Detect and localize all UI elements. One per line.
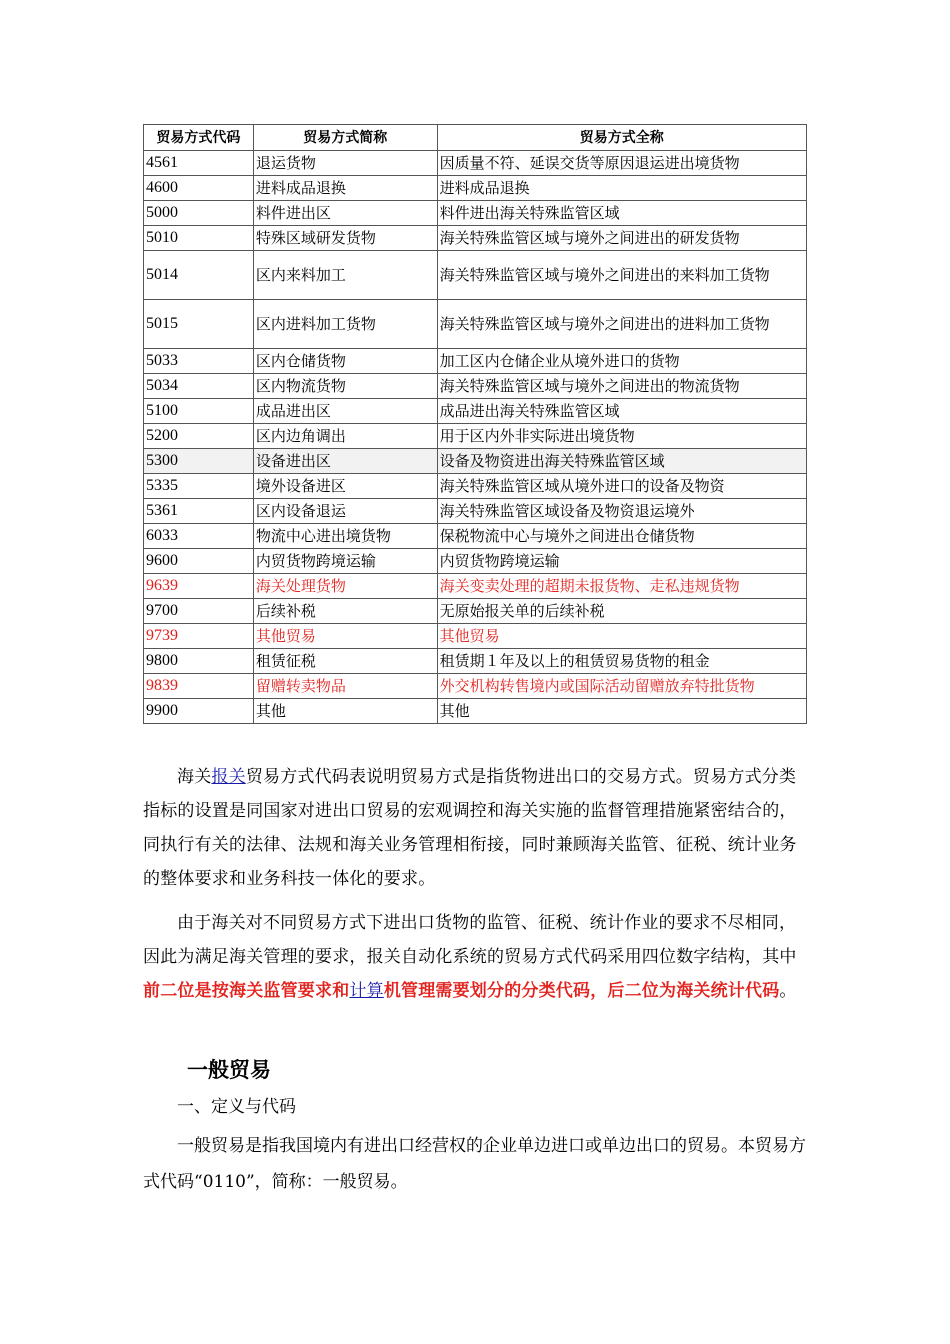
table-row xyxy=(144,424,807,449)
cell-short-name: 退运货物 xyxy=(253,151,437,176)
cell-short-name: 特殊区域研发货物 xyxy=(253,226,437,251)
table-row xyxy=(144,549,807,574)
cell-code: 5200 xyxy=(144,424,254,449)
trade-mode-code-table xyxy=(143,124,807,724)
cell-full-name: 租赁期１年及以上的租赁贸易货物的租金 xyxy=(437,649,806,674)
header-full-name: 贸易方式全称 xyxy=(437,125,806,151)
cell-short-name: 料件进出区 xyxy=(253,201,437,226)
header-code: 贸易方式代码 xyxy=(144,125,254,151)
para1-text-post: 贸易方式代码表说明贸易方式是指货物进出口的交易方式。贸易方式分类指标的设置是同国家对进出口贸易的宏观调控和海关实施的监督管理措施紧密结合的，同执行有关的法律、法规和海关业务管理相衔接，同时兼顾海关监管、征税、统计业务的整体要求和业务科技一体化的要求。 xyxy=(143,767,797,889)
para2-text-pre: 由于海关对不同贸易方式下进出口货物的监管、征税、统计作业的要求不尽相同，因此为满足海关管理的要求，报关自动化系统的贸易方式代码采用四位数字结构，其中 xyxy=(143,913,797,967)
cell-short-name: 进料成品退换 xyxy=(253,176,437,201)
cell-full-name: 海关特殊监管区域从境外进口的设备及物资 xyxy=(437,474,806,499)
cell-short-name: 区内进料加工货物 xyxy=(253,300,437,349)
table-row xyxy=(144,649,807,674)
cell-short-name: 区内仓储货物 xyxy=(253,349,437,374)
table-row xyxy=(144,399,807,424)
cell-code: 5015 xyxy=(144,300,254,349)
para1-text-pre: 海关 xyxy=(177,767,212,787)
cell-short-name: 区内物流货物 xyxy=(253,374,437,399)
table-row xyxy=(144,251,807,300)
table-row xyxy=(144,300,807,349)
subheading-definition-code: 一、定义与代码 xyxy=(177,1097,296,1117)
table-row xyxy=(144,624,807,649)
cell-full-name: 海关特殊监管区域与境外之间进出的研发货物 xyxy=(437,226,806,251)
cell-short-name: 内贸货物跨境运输 xyxy=(253,549,437,574)
header-short-name: 贸易方式简称 xyxy=(253,125,437,151)
table-row xyxy=(144,151,807,176)
cell-full-name: 其他 xyxy=(437,699,806,724)
cell-code: 5034 xyxy=(144,374,254,399)
cell-code: 9900 xyxy=(144,699,254,724)
cell-code: 4561 xyxy=(144,151,254,176)
cell-short-name: 物流中心进出境货物 xyxy=(253,524,437,549)
cell-code: 9739 xyxy=(144,624,254,649)
table-row xyxy=(144,699,807,724)
cell-code: 9800 xyxy=(144,649,254,674)
paragraph-code-structure xyxy=(143,906,809,1008)
cell-code: 5014 xyxy=(144,251,254,300)
cell-full-name: 内贸货物跨境运输 xyxy=(437,549,806,574)
cell-full-name: 海关特殊监管区域与境外之间进出的进料加工货物 xyxy=(437,300,806,349)
cell-short-name: 其他 xyxy=(253,699,437,724)
cell-full-name: 海关变卖处理的超期未报货物、走私违规货物 xyxy=(437,574,806,599)
cell-full-name: 进料成品退换 xyxy=(437,176,806,201)
cell-short-name: 留赠转卖物品 xyxy=(253,674,437,699)
cell-code: 9639 xyxy=(144,574,254,599)
cell-short-name: 设备进出区 xyxy=(253,449,437,474)
table-row xyxy=(144,176,807,201)
cell-short-name: 其他贸易 xyxy=(253,624,437,649)
cell-full-name: 海关特殊监管区域设备及物资退运境外 xyxy=(437,499,806,524)
table-row xyxy=(144,599,807,624)
cell-full-name: 其他贸易 xyxy=(437,624,806,649)
cell-short-name: 海关处理货物 xyxy=(253,574,437,599)
para2-emphasis-2: 机管理需要划分的分类代码，后二位为海关统计代码 xyxy=(383,981,780,1001)
cell-code: 5335 xyxy=(144,474,254,499)
cell-full-name: 保税物流中心与境外之间进出仓储货物 xyxy=(437,524,806,549)
cell-short-name: 区内来料加工 xyxy=(253,251,437,300)
para2-text-post: 。 xyxy=(779,981,797,1001)
cell-code: 5361 xyxy=(144,499,254,524)
cell-full-name: 用于区内外非实际进出境货物 xyxy=(437,424,806,449)
table-body xyxy=(144,151,807,724)
cell-code: 9700 xyxy=(144,599,254,624)
cell-code: 5010 xyxy=(144,226,254,251)
cell-full-name: 成品进出海关特殊监管区域 xyxy=(437,399,806,424)
cell-code: 4600 xyxy=(144,176,254,201)
cell-code: 5033 xyxy=(144,349,254,374)
cell-full-name: 海关特殊监管区域与境外之间进出的物流货物 xyxy=(437,374,806,399)
table-header-row xyxy=(144,125,807,151)
cell-code: 9600 xyxy=(144,549,254,574)
paragraph-trade-mode-intro xyxy=(143,760,809,896)
table-row xyxy=(144,201,807,226)
cell-code: 5100 xyxy=(144,399,254,424)
table-row xyxy=(144,574,807,599)
cell-full-name: 设备及物资进出海关特殊监管区域 xyxy=(437,449,806,474)
table-row xyxy=(144,374,807,399)
table-row xyxy=(144,524,807,549)
cell-code: 9839 xyxy=(144,674,254,699)
cell-code: 5300 xyxy=(144,449,254,474)
table-row xyxy=(144,226,807,251)
cell-full-name: 海关特殊监管区域与境外之间进出的来料加工货物 xyxy=(437,251,806,300)
cell-full-name: 加工区内仓储企业从境外进口的货物 xyxy=(437,349,806,374)
table-row xyxy=(144,349,807,374)
cell-short-name: 租赁征税 xyxy=(253,649,437,674)
cell-short-name: 成品进出区 xyxy=(253,399,437,424)
customs-declaration-link[interactable]: 报关 xyxy=(211,767,246,787)
section-heading-general-trade: 一般贸易 xyxy=(187,1058,271,1082)
cell-short-name: 境外设备进区 xyxy=(253,474,437,499)
cell-full-name: 因质量不符、延误交货等原因退运进出境货物 xyxy=(437,151,806,176)
cell-short-name: 后续补税 xyxy=(253,599,437,624)
paragraph-general-trade-definition: 一般贸易是指我国境内有进出口经营权的企业单边进口或单边出口的贸易。本贸易方式代码“0110”，简称：一般贸易。 xyxy=(143,1136,806,1192)
cell-full-name: 无原始报关单的后续补税 xyxy=(437,599,806,624)
table-row xyxy=(144,449,807,474)
table-row xyxy=(144,474,807,499)
para2-emphasis-1: 前二位是按海关监管要求和 xyxy=(143,981,350,1001)
computer-link[interactable]: 计算 xyxy=(349,981,384,1001)
table-row xyxy=(144,499,807,524)
cell-full-name: 料件进出海关特殊监管区域 xyxy=(437,201,806,226)
cell-short-name: 区内设备退运 xyxy=(253,499,437,524)
cell-short-name: 区内边角调出 xyxy=(253,424,437,449)
cell-code: 5000 xyxy=(144,201,254,226)
cell-full-name: 外交机构转售境内或国际活动留赠放弃特批货物 xyxy=(437,674,806,699)
table-row xyxy=(144,674,807,699)
cell-code: 6033 xyxy=(144,524,254,549)
